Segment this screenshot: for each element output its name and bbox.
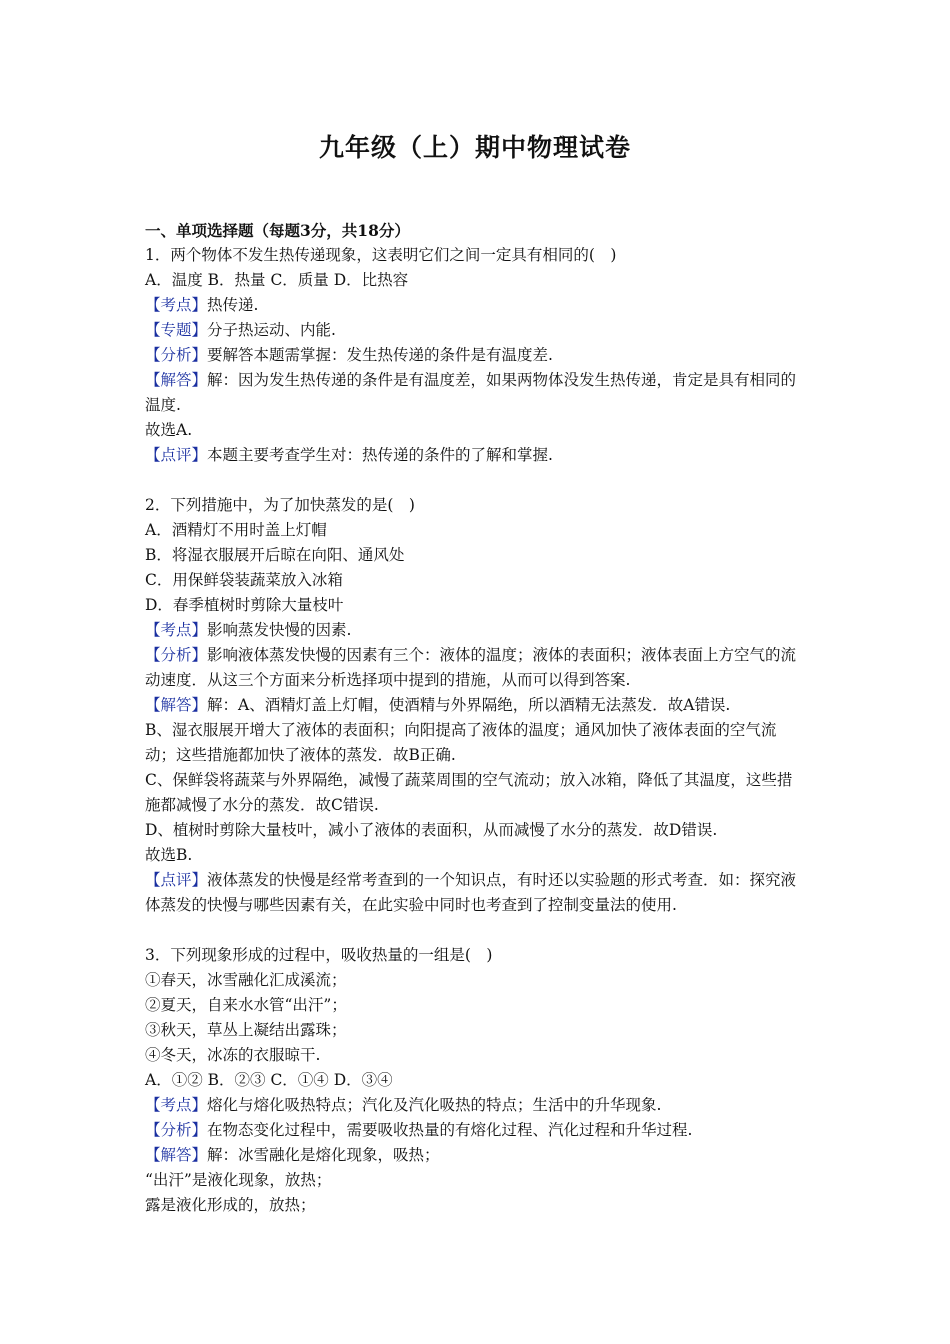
jieda-text: 解：因为发生热传递的条件是有温度差，如果两物体没发生热传递，肯定是具有相同的温度. xyxy=(145,371,797,414)
question-1-options: A．温度 B．热量 C．质量 D．比热容 xyxy=(145,271,409,289)
q1-fenxi xyxy=(145,343,805,368)
question-3-line-2: “出汗”是液化现象，放热； xyxy=(145,1171,332,1189)
question-3-line-3: 露是液化形成的，放热； xyxy=(145,1196,316,1214)
question-2-option-b: B．将湿衣服展开后晾在向阳、通风处 xyxy=(145,546,405,564)
question-2-option-c: C．用保鲜袋装蔬菜放入冰箱 xyxy=(145,571,343,589)
q1-dianping xyxy=(145,443,805,468)
jieda-text: 解：冰雪融化是熔化现象，吸热； xyxy=(207,1146,440,1164)
kaodian-tag: 【考点】 xyxy=(145,1096,208,1114)
q3-kaodian xyxy=(145,1093,805,1118)
question-2-option-a: A．酒精灯不用时盖上灯帽 xyxy=(145,521,327,539)
question-2-para-d: D、植树时剪除大量枝叶，减小了液体的表面积，从而减慢了水分的蒸发．故D错误. xyxy=(145,821,718,839)
question-3-item-3: ③秋天，草丛上凝结出露珠； xyxy=(145,1021,347,1039)
q2-kaodian xyxy=(145,618,805,643)
q1-kaodian xyxy=(145,293,805,318)
fenxi-text: 影响液体蒸发快慢的因素有三个：液体的温度；液体的表面积；液体表面上方空气的流动速度．从这三个方面来分析选择项中提到的措施，从而可以得到答案. xyxy=(145,646,797,689)
kaodian-text: 熔化与熔化吸热特点；汽化及汽化吸热的特点；生活中的升华现象. xyxy=(207,1096,662,1114)
question-2-stem: 2．下列措施中，为了加快蒸发的是( ) xyxy=(145,496,415,514)
question-1-stem: 1．两个物体不发生热传递现象，这表明它们之间一定具有相同的( ) xyxy=(145,246,617,264)
kaodian-text: 影响蒸发快慢的因素. xyxy=(207,621,352,639)
fenxi-text: 要解答本题需掌握：发生热传递的条件是有温度差. xyxy=(207,346,553,364)
jieda-tag: 【解答】 xyxy=(145,696,208,714)
dianping-text: 液体蒸发的快慢是经常考查到的一个知识点，有时还以实验题的形式考查．如：探究液体蒸发的快慢与哪些因素有关，在此实验中同时也考查到了控制变量法的使用. xyxy=(145,871,797,914)
question-3-item-1: ①春天，冰雪融化汇成溪流； xyxy=(145,971,347,989)
jieda-text: 解：A、酒精灯盖上灯帽，使酒精与外界隔绝，所以酒精无法蒸发．故A错误. xyxy=(207,696,731,714)
fenxi-text: 在物态变化过程中，需要吸收热量的有熔化过程、汽化过程和升华过程. xyxy=(207,1121,693,1139)
document-body xyxy=(145,218,805,1218)
kaodian-tag: 【考点】 xyxy=(145,621,208,639)
question-2-option-d: D．春季植树时剪除大量枝叶 xyxy=(145,596,344,614)
fenxi-tag: 【分析】 xyxy=(145,346,208,364)
fenxi-tag: 【分析】 xyxy=(145,1121,208,1139)
fenxi-tag: 【分析】 xyxy=(145,646,208,664)
question-3-options: A．①② B．②③ C．①④ D．③④ xyxy=(145,1071,393,1089)
zhuanti-tag: 【专题】 xyxy=(145,321,208,339)
kaodian-text: 热传递. xyxy=(207,296,259,314)
question-1-answer: 故选A. xyxy=(145,421,193,439)
question-3-item-4: ④冬天，冰冻的衣服晾干. xyxy=(145,1046,321,1064)
question-2-para-b: B、湿衣服展开增大了液体的表面积；向阳提高了液体的温度；通风加快了液体表面的空气流动；这些措施都加快了液体的蒸发．故B正确. xyxy=(145,721,777,764)
jieda-tag: 【解答】 xyxy=(145,371,208,389)
kaodian-tag: 【考点】 xyxy=(145,296,208,314)
question-2-answer: 故选B. xyxy=(145,846,193,864)
dianping-tag: 【点评】 xyxy=(145,446,208,464)
dianping-tag: 【点评】 xyxy=(145,871,208,889)
jieda-tag: 【解答】 xyxy=(145,1146,208,1164)
dianping-text: 本题主要考查学生对：热传递的条件的了解和掌握. xyxy=(207,446,553,464)
q3-fenxi xyxy=(145,1118,805,1143)
q2-jieda xyxy=(145,693,805,718)
zhuanti-text: 分子热运动、内能. xyxy=(207,321,336,339)
q3-jieda xyxy=(145,1143,805,1168)
q1-jieda xyxy=(145,368,805,418)
q2-dianping xyxy=(145,868,805,918)
question-3-item-2: ②夏天，自来水水管“出汗”； xyxy=(145,996,347,1014)
question-2-para-c: C、保鲜袋将蔬菜与外界隔绝，减慢了蔬菜周围的空气流动；放入冰箱，降低了其温度，这些措施都减慢了水分的蒸发．故C错误. xyxy=(145,771,793,814)
question-3-stem: 3．下列现象形成的过程中，吸收热量的一组是( ) xyxy=(145,946,493,964)
q2-fenxi xyxy=(145,643,805,693)
page-title: 九年级（上）期中物理试卷 xyxy=(318,133,631,162)
q1-zhuanti xyxy=(145,318,805,343)
section-heading: 一、单项选择题（每题3分，共18分） xyxy=(145,221,410,240)
